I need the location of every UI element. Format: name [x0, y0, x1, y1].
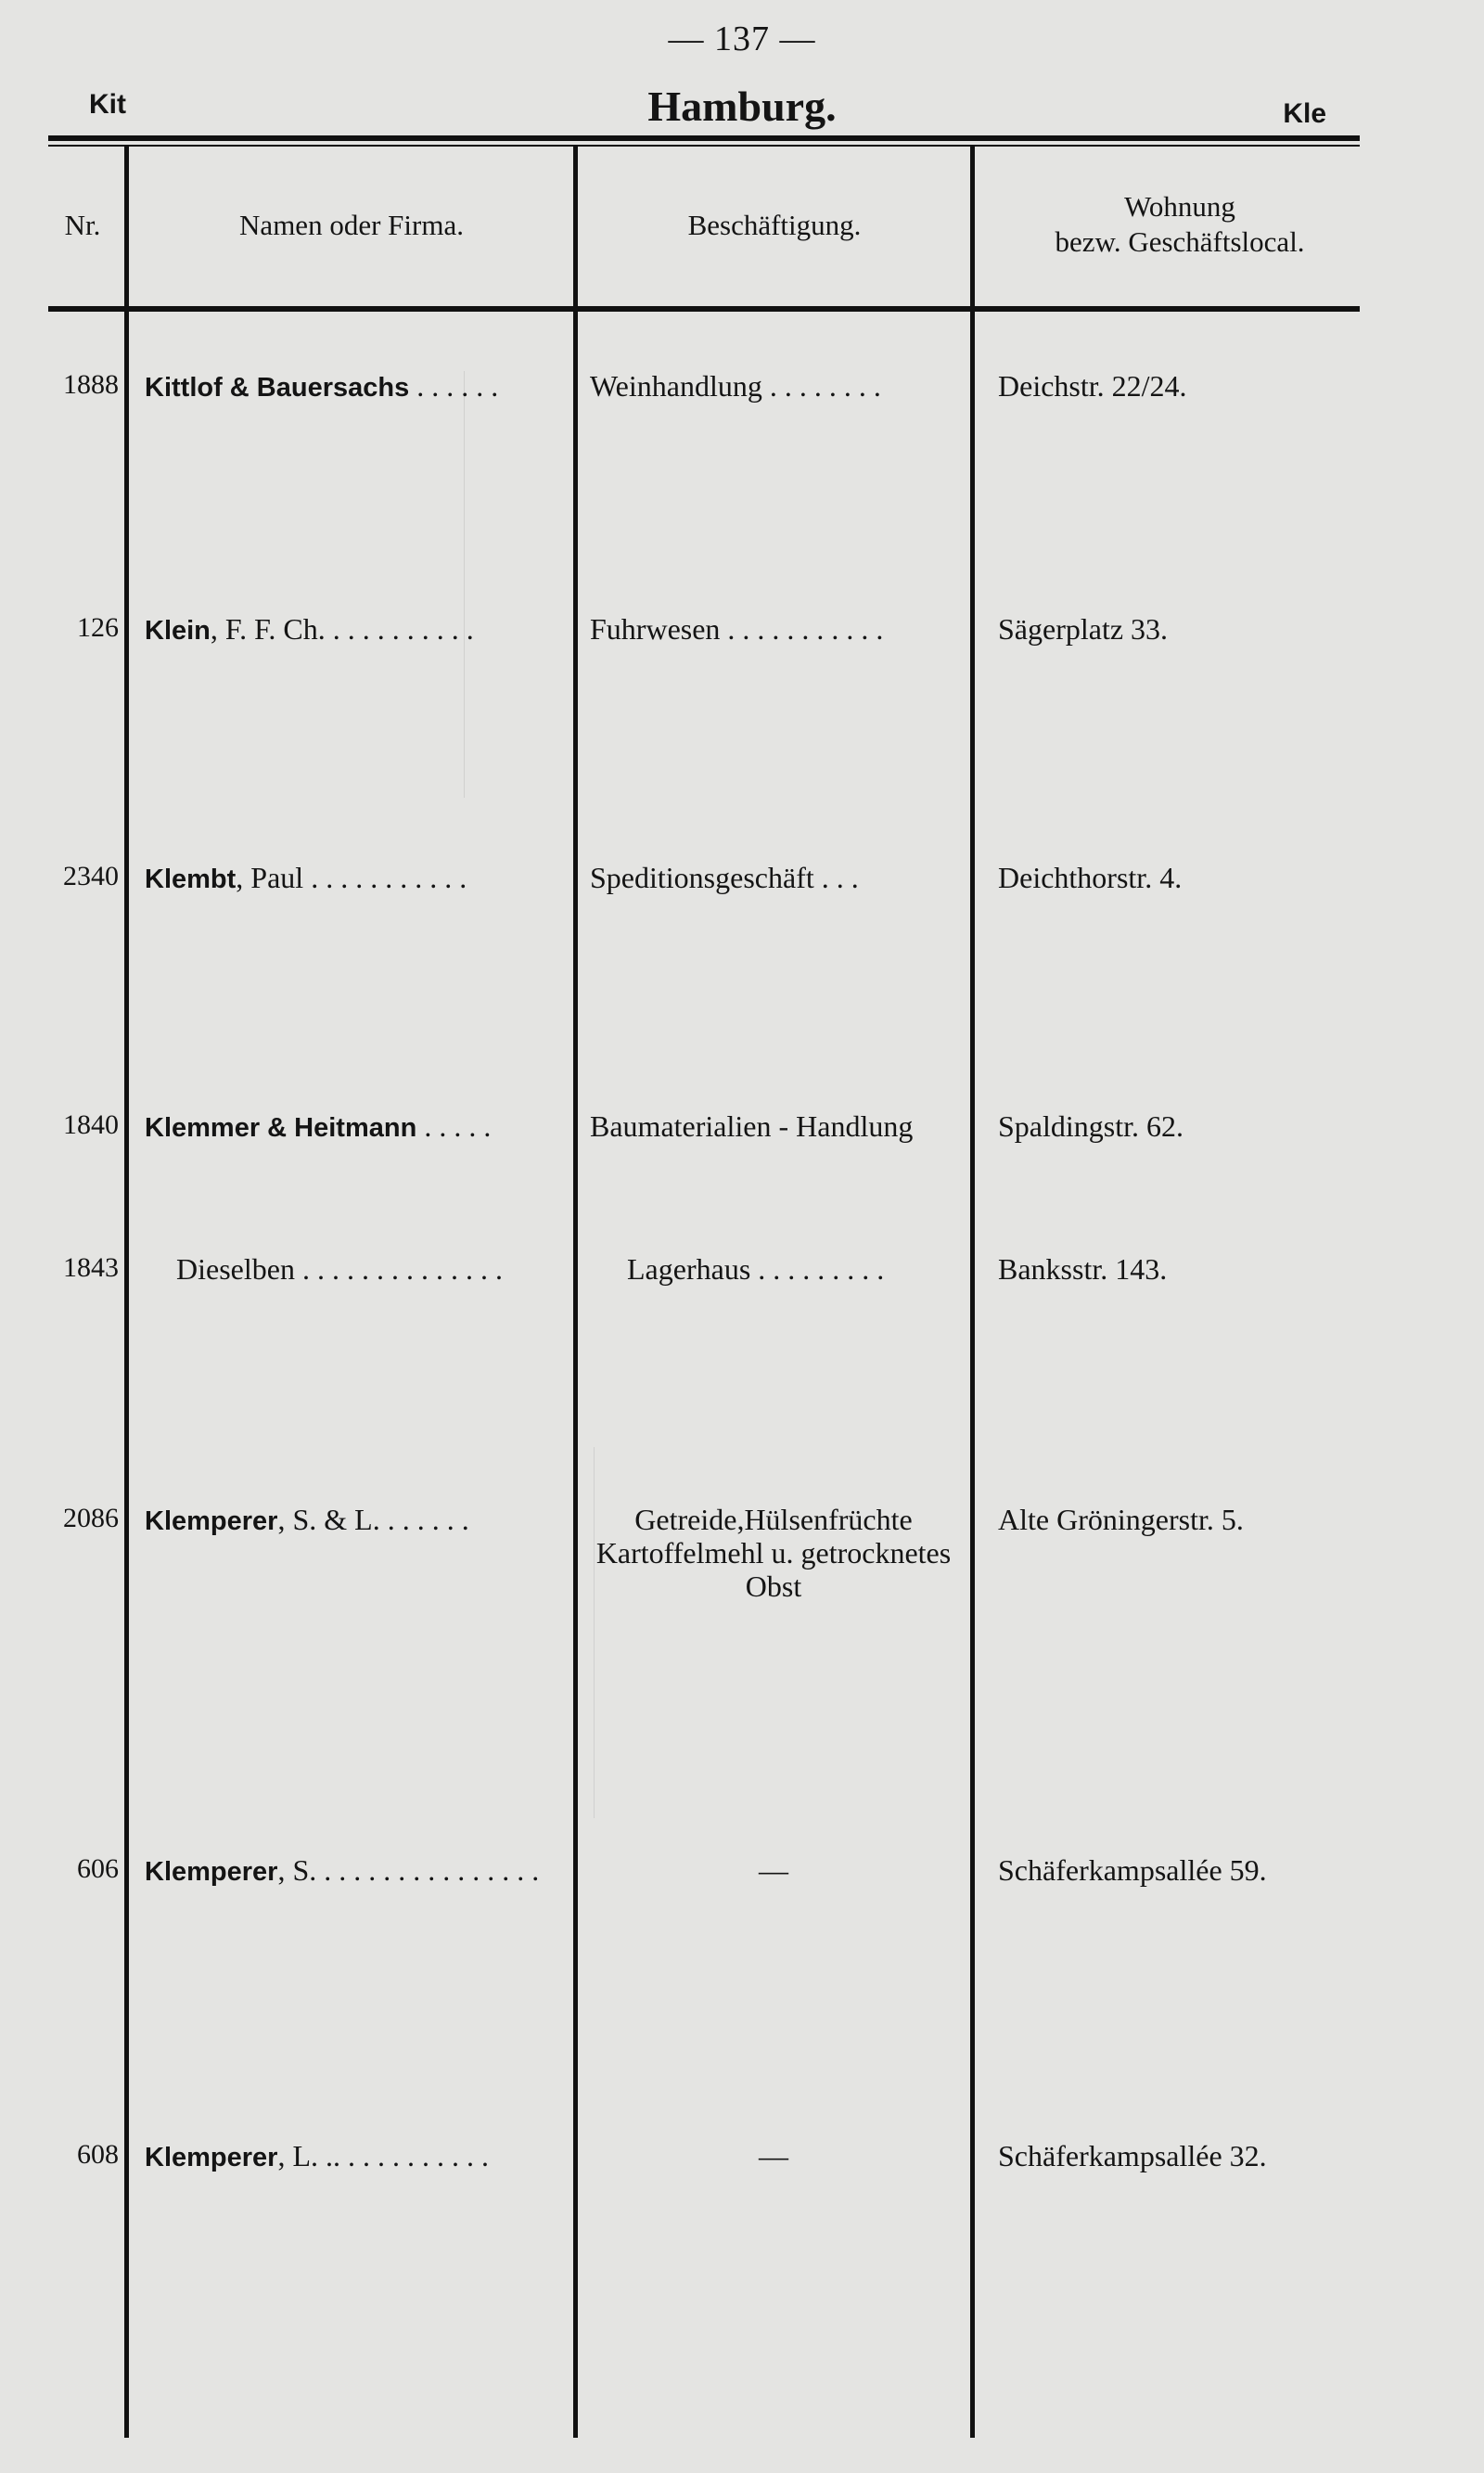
entry-number: 606 — [77, 1853, 119, 1884]
entry-address: Schäferkampsallée 32. — [998, 2139, 1267, 2172]
column-divider-1 — [124, 147, 129, 2438]
header-address-line1: Wohnung — [1124, 190, 1235, 223]
entry-name: Klemperer, S. . . . . . . . . . . . . . . . — [145, 1853, 540, 1887]
top-rule-thin — [48, 145, 1360, 147]
entry-address: Deichthorstr. 4. — [998, 861, 1183, 894]
entry-name: Klemperer, S. & L. . . . . . . — [145, 1503, 469, 1536]
entry-address: Sägerplatz 33. — [998, 612, 1169, 646]
page-number: — 137 — — [668, 19, 816, 58]
keyword-right: Kle — [1283, 98, 1326, 129]
entry-number: 1840 — [63, 1109, 119, 1140]
header-occupation: Beschäftigung. — [687, 209, 862, 241]
entry-occupation: Lagerhaus . . . . . . . . . — [627, 1252, 885, 1286]
entry-occupation: — — [759, 1853, 788, 1887]
keyword-left: Kit — [89, 89, 126, 120]
entry-name: Kittlof & Bauersachs . . . . . . — [145, 369, 499, 403]
entry-name: Klein, F. F. Ch. . . . . . . . . . . — [145, 612, 474, 646]
header-rule — [48, 306, 1360, 312]
entry-name: Klemmer & Heitmann . . . . . — [145, 1109, 492, 1143]
entry-occupation: Speditionsgeschäft . . . — [590, 861, 859, 894]
header-name: Namen oder Firma. — [239, 209, 464, 241]
column-divider-2 — [573, 147, 578, 2438]
column-divider-3 — [970, 147, 975, 2438]
entry-address: Deichstr. 22/24. — [998, 369, 1187, 403]
header-address — [976, 189, 1384, 260]
entry-name: Klembt, Paul . . . . . . . . . . . — [145, 861, 467, 894]
entry-occupation: Getreide,Hülsenfrüchte Kartoffelmehl u. getrocknetes Obst — [595, 1503, 952, 1603]
entry-number: 126 — [77, 612, 119, 643]
header-nr: Nr. — [64, 209, 101, 241]
entry-address: Schäferkampsallée 59. — [998, 1853, 1267, 1887]
entry-number: 2340 — [63, 861, 119, 891]
entry-occupation: — — [759, 2139, 788, 2172]
entry-number: 608 — [77, 2139, 119, 2170]
top-rule — [48, 135, 1360, 141]
entry-name: Klemperer, L. .. . . . . . . . . . . — [145, 2139, 490, 2172]
entry-occupation: Weinhandlung . . . . . . . . — [590, 369, 881, 403]
entry-address: Spaldingstr. 62. — [998, 1109, 1184, 1143]
entry-address: Alte Gröningerstr. 5. — [998, 1503, 1244, 1536]
city-heading: Hamburg. — [647, 83, 837, 130]
header-address-line2: bezw. Geschäftslocal. — [1055, 225, 1305, 258]
entry-name: Dieselben . . . . . . . . . . . . . . — [176, 1252, 503, 1286]
entry-occupation: Fuhrwesen . . . . . . . . . . . — [590, 612, 884, 646]
entry-number: 2086 — [63, 1503, 119, 1533]
entry-number: 1843 — [63, 1252, 119, 1283]
entry-address: Banksstr. 143. — [998, 1252, 1168, 1286]
entry-number: 1888 — [63, 369, 119, 400]
entry-occupation: Baumaterialien - Handlung — [590, 1109, 914, 1143]
